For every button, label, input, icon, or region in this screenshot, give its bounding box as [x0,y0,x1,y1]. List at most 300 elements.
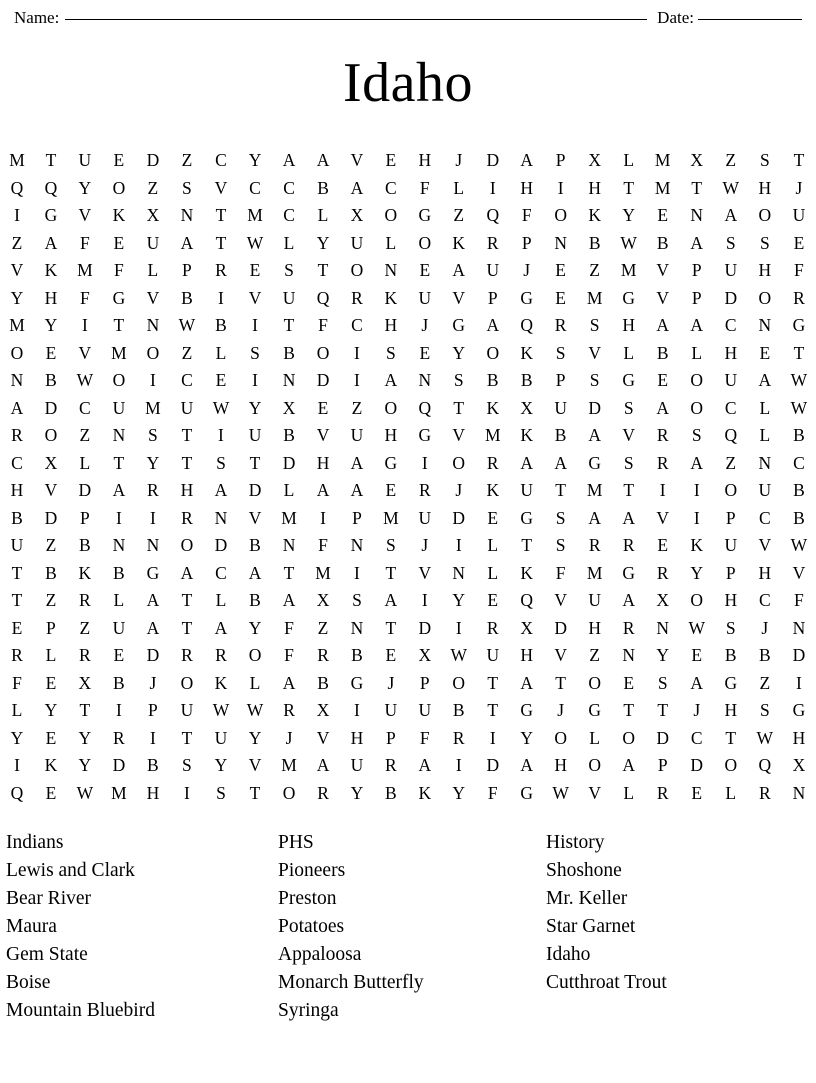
grid-cell[interactable]: J [761,617,769,638]
grid-cell[interactable]: R [656,452,669,473]
grid-cell[interactable]: Y [690,562,704,583]
grid-cell[interactable]: T [453,397,465,418]
grid-cell[interactable]: U [792,205,806,226]
grid-cell[interactable]: P [386,727,396,748]
grid-cell[interactable]: F [794,590,804,611]
grid-cell[interactable]: A [452,260,466,281]
grid-cell[interactable]: A [180,562,194,583]
grid-cell[interactable]: K [384,287,398,308]
grid-cell[interactable]: D [248,480,262,501]
grid-cell[interactable]: D [214,535,228,556]
grid-cell[interactable]: C [793,452,805,473]
grid-cell[interactable]: G [44,205,58,226]
grid-cell[interactable]: E [759,342,771,363]
grid-cell[interactable]: U [112,617,126,638]
grid-cell[interactable]: H [10,480,24,501]
grid-cell[interactable]: U [350,232,364,253]
grid-cell[interactable]: X [282,397,296,418]
grid-cell[interactable]: R [147,480,159,501]
grid-cell[interactable]: E [793,232,805,253]
grid-cell[interactable]: U [384,700,398,721]
grid-cell[interactable]: R [79,590,91,611]
grid-cell[interactable]: Y [350,782,364,803]
grid-cell[interactable]: G [622,562,635,583]
grid-cell[interactable]: T [385,617,397,638]
grid-cell[interactable]: A [588,425,601,446]
grid-cell[interactable]: W [246,232,264,253]
grid-cell[interactable]: A [384,370,398,391]
grid-cell[interactable]: U [418,287,432,308]
grid-cell[interactable]: V [452,425,466,446]
grid-cell[interactable]: Y [622,205,635,226]
grid-cell[interactable]: G [418,205,432,226]
grid-cell[interactable]: P [555,370,566,391]
grid-cell[interactable]: M [145,397,161,418]
grid-cell[interactable]: A [690,315,704,336]
grid-cell[interactable]: C [724,397,737,418]
grid-cell[interactable]: H [520,645,533,666]
grid-cell[interactable]: L [79,452,91,473]
grid-cell[interactable]: M [586,480,603,501]
grid-cell[interactable]: N [792,617,806,638]
grid-cell[interactable]: S [589,370,600,391]
grid-cell[interactable]: U [758,480,772,501]
grid-cell[interactable]: Y [44,700,58,721]
grid-cell[interactable]: S [623,397,634,418]
grid-cell[interactable]: S [589,315,600,336]
grid-cell[interactable]: N [758,452,772,473]
grid-cell[interactable]: E [691,645,703,666]
grid-cell[interactable]: A [316,150,330,171]
grid-cell[interactable]: G [622,287,635,308]
grid-cell[interactable]: O [690,370,704,391]
grid-cell[interactable]: A [656,397,670,418]
grid-cell[interactable]: O [146,342,160,363]
grid-cell[interactable]: F [487,782,498,803]
grid-cell[interactable]: S [352,590,362,611]
grid-cell[interactable]: B [554,425,567,446]
grid-cell[interactable]: G [622,370,635,391]
grid-cell[interactable]: W [722,177,740,198]
word-list-item[interactable]: Idaho [546,943,591,965]
grid-cell[interactable]: H [758,562,772,583]
word-list-item[interactable]: Bear River [6,887,92,909]
grid-cell[interactable]: V [554,590,567,611]
grid-cell[interactable]: A [520,150,533,171]
grid-cell[interactable]: I [421,452,428,473]
grid-cell[interactable]: C [181,370,193,391]
grid-cell[interactable]: Z [351,397,363,418]
grid-cell[interactable]: U [724,535,738,556]
grid-cell[interactable]: P [725,507,736,528]
grid-cell[interactable]: X [520,397,533,418]
grid-cell[interactable]: U [146,232,160,253]
grid-cell[interactable]: T [555,480,566,501]
grid-cell[interactable]: W [212,700,230,721]
grid-cell[interactable]: F [419,177,430,198]
grid-cell[interactable]: V [350,150,364,171]
grid-cell[interactable]: Z [79,617,91,638]
grid-cell[interactable]: L [147,260,159,281]
grid-cell[interactable]: I [81,315,88,336]
grid-cell[interactable]: B [181,287,193,308]
grid-cell[interactable]: Y [248,150,262,171]
word-list-item[interactable]: Indians [6,831,64,853]
grid-cell[interactable]: S [182,177,192,198]
grid-cell[interactable]: S [759,700,770,721]
grid-cell[interactable]: G [350,672,364,693]
grid-cell[interactable]: L [487,535,499,556]
grid-cell[interactable]: U [10,535,24,556]
grid-cell[interactable]: U [180,700,194,721]
grid-cell[interactable]: J [285,727,293,748]
grid-cell[interactable]: I [14,755,20,776]
grid-cell[interactable]: I [354,342,360,363]
grid-cell[interactable]: I [149,370,156,391]
grid-cell[interactable]: F [80,287,90,308]
grid-cell[interactable]: I [354,370,360,391]
grid-cell[interactable]: B [385,782,397,803]
word-list-item[interactable]: Lewis and Clark [6,859,135,881]
grid-cell[interactable]: U [214,727,228,748]
grid-cell[interactable]: T [283,315,295,336]
grid-cell[interactable]: O [180,535,194,556]
grid-cell[interactable]: I [320,507,326,528]
grid-cell[interactable]: E [11,617,23,638]
grid-cell[interactable]: I [557,177,564,198]
grid-cell[interactable]: N [180,205,194,226]
word-list-item[interactable]: Monarch Butterfly [278,971,424,993]
grid-cell[interactable]: A [282,672,296,693]
grid-cell[interactable]: T [657,700,669,721]
grid-cell[interactable]: F [114,260,124,281]
word-list-item[interactable]: Star Garnet [546,915,636,937]
grid-cell[interactable]: H [316,452,330,473]
grid-cell[interactable]: E [657,535,669,556]
grid-cell[interactable]: M [281,507,297,528]
grid-cell[interactable]: N [282,535,296,556]
grid-cell[interactable]: E [45,672,57,693]
grid-cell[interactable]: K [690,535,704,556]
grid-cell[interactable]: E [45,727,57,748]
grid-cell[interactable]: D [418,617,432,638]
grid-cell[interactable]: R [11,645,23,666]
grid-cell[interactable]: A [180,232,194,253]
grid-cell[interactable]: M [586,287,603,308]
word-list-item[interactable]: Potatoes [278,915,345,937]
grid-cell[interactable]: U [78,150,92,171]
grid-cell[interactable]: C [283,205,295,226]
grid-cell[interactable]: B [486,370,499,391]
word-list-item[interactable]: Pioneers [278,859,346,881]
word-list-item[interactable]: Mr. Keller [546,887,628,909]
grid-cell[interactable]: I [184,782,190,803]
grid-cell[interactable]: Q [10,177,24,198]
grid-cell[interactable]: I [455,617,462,638]
grid-cell[interactable]: Q [724,425,738,446]
grid-cell[interactable]: D [724,287,738,308]
grid-cell[interactable]: A [622,590,635,611]
grid-cell[interactable]: T [623,480,635,501]
grid-cell[interactable]: C [758,507,771,528]
grid-cell[interactable]: H [554,755,567,776]
grid-cell[interactable]: I [455,535,462,556]
grid-cell[interactable]: Q [520,315,533,336]
grid-cell[interactable]: U [418,507,432,528]
grid-cell[interactable]: D [486,755,500,776]
grid-cell[interactable]: T [11,562,23,583]
grid-cell[interactable]: F [521,205,532,226]
grid-cell[interactable]: G [418,425,432,446]
grid-cell[interactable]: Y [44,315,58,336]
grid-cell[interactable]: Y [78,177,92,198]
grid-cell[interactable]: P [657,755,668,776]
grid-cell[interactable]: P [148,700,158,721]
grid-cell[interactable]: D [656,727,670,748]
grid-cell[interactable]: J [557,700,565,721]
grid-cell[interactable]: O [418,232,432,253]
grid-cell[interactable]: X [78,672,92,693]
grid-cell[interactable]: N [112,425,126,446]
grid-cell[interactable]: B [588,232,601,253]
grid-cell[interactable]: A [146,617,160,638]
grid-cell[interactable]: V [656,287,670,308]
grid-cell[interactable]: T [521,535,533,556]
grid-cell[interactable]: R [215,260,227,281]
grid-cell[interactable]: M [315,562,331,583]
grid-cell[interactable]: Z [589,260,600,281]
word-list-item[interactable]: Gem State [6,943,88,965]
grid-cell[interactable]: L [759,425,771,446]
grid-cell[interactable]: X [44,452,58,473]
grid-cell[interactable]: F [555,562,566,583]
grid-cell[interactable]: J [421,535,429,556]
grid-cell[interactable]: N [384,260,398,281]
grid-cell[interactable]: S [691,425,702,446]
grid-cell[interactable]: G [792,315,806,336]
grid-cell[interactable]: O [588,672,601,693]
grid-cell[interactable]: R [486,452,499,473]
grid-cell[interactable]: K [486,397,500,418]
grid-cell[interactable]: X [792,755,806,776]
grid-cell[interactable]: V [656,260,670,281]
grid-cell[interactable]: A [622,507,635,528]
grid-cell[interactable]: L [283,232,295,253]
grid-cell[interactable]: T [385,562,397,583]
grid-cell[interactable]: P [80,507,90,528]
grid-cell[interactable]: E [555,260,566,281]
grid-cell[interactable]: E [45,782,57,803]
grid-cell[interactable]: H [350,727,364,748]
grid-cell[interactable]: E [215,370,227,391]
grid-cell[interactable]: M [247,205,263,226]
grid-cell[interactable]: Q [418,397,432,418]
grid-cell[interactable]: U [724,370,738,391]
grid-cell[interactable]: R [452,727,465,748]
grid-cell[interactable]: V [418,562,432,583]
grid-cell[interactable]: A [10,397,24,418]
grid-cell[interactable]: R [622,617,635,638]
grid-cell[interactable]: O [112,370,126,391]
grid-cell[interactable]: A [248,562,262,583]
grid-cell[interactable]: Z [453,205,465,226]
word-list-item[interactable]: Syringa [278,999,339,1021]
grid-cell[interactable]: Z [147,177,159,198]
grid-cell[interactable]: L [623,782,635,803]
grid-cell[interactable]: S [386,342,396,363]
grid-cell[interactable]: Y [452,342,466,363]
grid-cell[interactable]: R [317,782,329,803]
grid-cell[interactable]: L [385,232,397,253]
grid-cell[interactable]: E [45,342,57,363]
grid-cell[interactable]: B [215,315,227,336]
grid-cell[interactable]: B [317,177,329,198]
grid-cell[interactable]: V [554,645,567,666]
grid-cell[interactable]: I [354,562,360,583]
grid-cell[interactable]: M [620,260,637,281]
grid-cell[interactable]: K [418,782,432,803]
grid-cell[interactable]: J [421,315,429,336]
grid-cell[interactable]: L [623,150,635,171]
grid-cell[interactable]: V [792,562,806,583]
grid-cell[interactable]: L [11,700,23,721]
grid-cell[interactable]: W [246,700,264,721]
grid-cell[interactable]: X [316,700,330,721]
grid-cell[interactable]: V [248,507,262,528]
grid-cell[interactable]: A [622,755,635,776]
grid-cell[interactable]: T [181,727,193,748]
grid-cell[interactable]: R [554,315,567,336]
grid-cell[interactable]: J [455,150,463,171]
grid-cell[interactable]: D [44,397,58,418]
grid-cell[interactable]: T [623,177,635,198]
grid-cell[interactable]: Y [10,287,24,308]
grid-cell[interactable]: I [455,755,462,776]
grid-cell[interactable]: O [282,782,296,803]
grid-cell[interactable]: E [249,260,261,281]
grid-cell[interactable]: M [484,425,501,446]
grid-cell[interactable]: B [793,425,805,446]
grid-cell[interactable]: K [44,755,58,776]
grid-cell[interactable]: N [10,370,24,391]
grid-cell[interactable]: A [520,452,533,473]
grid-cell[interactable]: B [793,480,805,501]
grid-cell[interactable]: M [383,507,399,528]
grid-cell[interactable]: R [181,645,193,666]
grid-cell[interactable]: U [350,755,364,776]
grid-cell[interactable]: S [148,425,158,446]
grid-cell[interactable]: A [350,177,364,198]
grid-cell[interactable]: V [758,535,772,556]
grid-cell[interactable]: S [623,452,634,473]
grid-cell[interactable]: J [795,177,803,198]
grid-cell[interactable]: O [486,342,500,363]
grid-cell[interactable]: G [520,507,533,528]
grid-cell[interactable]: W [688,617,705,638]
grid-cell[interactable]: A [214,617,228,638]
grid-cell[interactable]: I [421,590,428,611]
grid-cell[interactable]: O [690,397,704,418]
grid-cell[interactable]: A [316,480,330,501]
grid-cell[interactable]: O [452,452,466,473]
grid-cell[interactable]: V [44,480,58,501]
grid-cell[interactable]: A [146,590,160,611]
grid-cell[interactable]: D [146,150,160,171]
grid-cell[interactable]: I [796,672,802,693]
grid-cell[interactable]: I [149,727,156,748]
grid-cell[interactable]: N [656,617,670,638]
grid-cell[interactable]: W [756,727,774,748]
grid-cell[interactable]: P [182,260,192,281]
grid-cell[interactable]: Q [520,590,533,611]
grid-cell[interactable]: L [725,782,737,803]
grid-cell[interactable]: U [180,397,194,418]
grid-cell[interactable]: Y [316,232,330,253]
grid-cell[interactable]: H [384,425,398,446]
grid-cell[interactable]: H [724,590,738,611]
grid-cell[interactable]: A [282,150,296,171]
grid-cell[interactable]: V [452,287,466,308]
grid-cell[interactable]: I [489,727,496,748]
grid-cell[interactable]: T [793,342,805,363]
grid-cell[interactable]: E [385,480,397,501]
grid-cell[interactable]: A [282,590,296,611]
grid-cell[interactable]: W [552,782,569,803]
grid-cell[interactable]: I [218,425,224,446]
grid-cell[interactable]: R [385,755,397,776]
grid-cell[interactable]: X [146,205,160,226]
grid-cell[interactable]: U [486,645,500,666]
grid-cell[interactable]: I [14,205,20,226]
grid-cell[interactable]: T [181,617,193,638]
grid-cell[interactable]: C [11,452,23,473]
grid-cell[interactable]: B [113,562,125,583]
grid-cell[interactable]: B [147,755,159,776]
grid-cell[interactable]: G [452,315,466,336]
word-list-item[interactable]: Cutthroat Trout [546,971,667,993]
grid-cell[interactable]: T [181,425,193,446]
grid-cell[interactable]: V [316,425,330,446]
grid-cell[interactable]: O [622,727,635,748]
grid-cell[interactable]: U [520,480,533,501]
grid-cell[interactable]: A [316,755,330,776]
grid-cell[interactable]: L [623,342,635,363]
grid-cell[interactable]: E [623,672,635,693]
grid-cell[interactable]: O [690,590,704,611]
grid-cell[interactable]: S [216,452,226,473]
grid-cell[interactable]: T [113,452,125,473]
grid-cell[interactable]: O [248,645,262,666]
grid-cell[interactable]: D [554,617,567,638]
grid-cell[interactable]: R [656,782,669,803]
grid-cell[interactable]: P [725,562,736,583]
grid-cell[interactable]: V [316,727,330,748]
grid-cell[interactable]: G [520,287,533,308]
grid-cell[interactable]: I [115,507,122,528]
grid-cell[interactable]: G [588,452,601,473]
grid-cell[interactable]: V [78,205,92,226]
grid-cell[interactable]: B [724,645,737,666]
grid-cell[interactable]: T [113,315,125,336]
grid-cell[interactable]: O [554,727,567,748]
grid-cell[interactable]: V [10,260,24,281]
grid-cell[interactable]: L [215,590,227,611]
grid-cell[interactable]: X [656,590,670,611]
grid-cell[interactable]: U [588,590,601,611]
grid-cell[interactable]: S [453,370,464,391]
grid-cell[interactable]: O [758,205,772,226]
grid-cell[interactable]: A [690,232,704,253]
